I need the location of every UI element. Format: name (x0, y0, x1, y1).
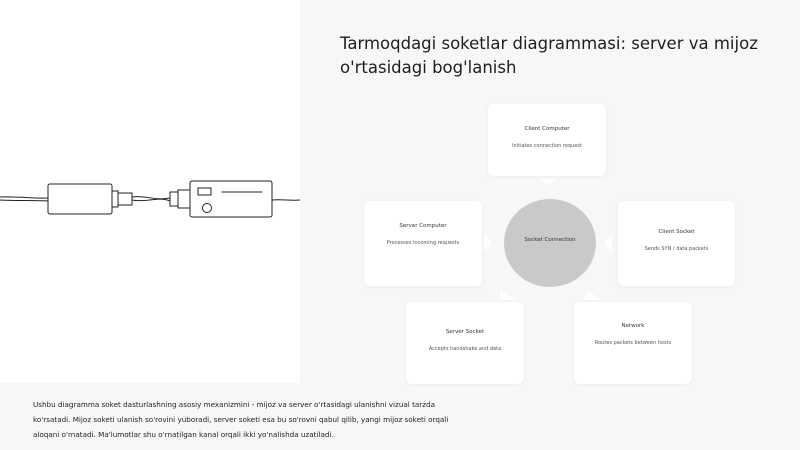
arrow-server-computer (484, 234, 492, 252)
node-client-socket (618, 201, 735, 286)
node-desc: Processes incoming requests (386, 240, 460, 246)
node-title: Network (621, 323, 645, 329)
node-desc: Sends SYN / data packets (644, 246, 709, 252)
node-title: Server Computer (399, 223, 447, 229)
node-network (574, 302, 692, 384)
node-desc: Routes packets between hosts (594, 340, 672, 346)
arrow-network (584, 290, 600, 300)
arrow-server-socket (500, 290, 516, 300)
diagram-title: Tarmoqdagi soketlar diagrammasi: server va mijoz o'rtasidagi bog'lanish (340, 34, 758, 77)
node-desc: Initiates connection request (512, 143, 582, 149)
node-title: Client Socket (658, 229, 695, 235)
node-server-computer (364, 201, 482, 286)
center-title: Socket Connection (524, 237, 576, 243)
node-client-computer (488, 104, 606, 176)
node-server-socket (406, 302, 524, 384)
diagram-description: Ushbu diagramma soket dasturlashning asosiy mexanizmini - mijoz va server o'rtasidagi ulanishni vizual tarzda ko'rsatadi. Mijoz soketi ulanish so'rovini yuboradi, server soketi esa bu so'rovni qabul qilib, yangi mijoz soketi orqali aloqani o'rnatadi. Ma'lumotlar shu o'rnatilgan kanal orqali ikki yo'nalishda uzatiladi. (33, 400, 449, 439)
arrow-client-socket (604, 234, 612, 252)
node-desc: Accepts handshake and data (428, 346, 502, 352)
arrow-client-computer (540, 178, 556, 186)
node-title: Client Computer (524, 126, 570, 132)
node-socket-connection (504, 199, 596, 287)
node-title: Server Socket (445, 329, 485, 335)
